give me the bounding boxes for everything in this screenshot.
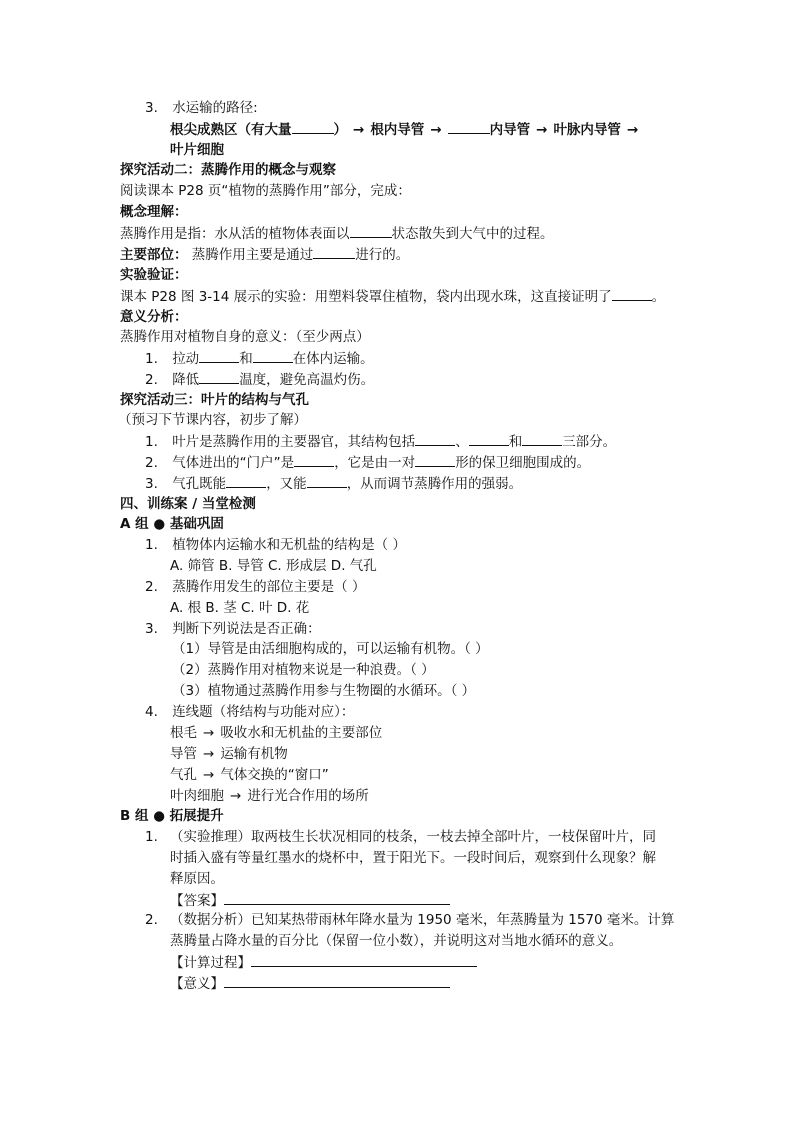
text: 课本 P28 图 3-14 展示的实验：用塑料袋罩住植物，袋内出现水珠，这直接证明了 (120, 289, 612, 305)
group-heading: B 组 ● 拓展提升 (120, 808, 224, 824)
item-number: 1. (145, 434, 158, 450)
options: A. 筛管 B. 导管 C. 形成层 D. 气孔 (170, 558, 377, 574)
text: 蒸腾作用是指：水从活的植物体表面以 (120, 226, 350, 242)
question (145, 535, 406, 555)
match-pair (170, 786, 369, 806)
label: 主要部位： (120, 247, 188, 263)
item-number: 3. (145, 100, 158, 116)
blank (199, 348, 239, 363)
answer-label: 【答案】 (170, 893, 224, 909)
water-path (170, 119, 644, 140)
label: 实验验证： (120, 267, 188, 283)
question-text: 释原因。 (170, 871, 224, 887)
item-number: 2. (145, 455, 158, 471)
paragraph: （预习下节课内容，初步了解） (118, 412, 307, 428)
list-item (145, 473, 522, 494)
text: 形的保卫细胞围成的。 (455, 455, 591, 471)
text: 降低 (172, 372, 200, 388)
answer-field[interactable] (224, 973, 450, 988)
label: 概念理解： (120, 204, 188, 220)
question (145, 827, 158, 847)
question (145, 910, 158, 930)
blank (292, 119, 334, 134)
section-heading: 探究活动三：叶片的结构与气孔 (120, 392, 309, 408)
path-text: 内导管 (489, 122, 531, 138)
answer-field[interactable] (251, 952, 477, 967)
blank (448, 119, 490, 134)
match-pair (170, 744, 288, 764)
item-number: 2. (145, 912, 158, 928)
text: 叶片是蒸腾作用的主要器官，其结构包括 (172, 434, 416, 450)
blank (199, 369, 239, 384)
answer-label: 【意义】 (170, 976, 224, 992)
section-heading: 探究活动二：蒸腾作用的概念与观察 (120, 162, 336, 178)
text: ，从而调节蒸腾作用的强弱。 (346, 476, 523, 492)
blank (253, 348, 293, 363)
function-term: 气体交换的“窗口” (220, 767, 329, 783)
blank (313, 244, 355, 259)
path-text: 根尖成熟区（有大量 (170, 122, 292, 138)
text: 三部分。 (562, 434, 617, 450)
path-text: 叶片细胞 (170, 142, 224, 158)
question-text: 时插入盛有等量红墨水的烧杯中，置于阳光下。一段时间后，观察到什么现象？解 (170, 850, 656, 866)
question-text: 蒸腾作用发生的部位主要是（ ） (172, 579, 366, 595)
question (145, 619, 321, 639)
list-item (145, 98, 258, 118)
list-item (145, 431, 616, 452)
text: 。 (651, 289, 666, 305)
text: ，它是由一对 (334, 455, 416, 471)
question (145, 702, 354, 722)
question-text: （实验推理）取两枝生长状况相同的枝条，一枝去掉全部叶片，一枝保留叶片，同 (170, 829, 656, 845)
arrow-icon: → (230, 788, 242, 804)
blank (294, 452, 334, 467)
text: 、 (455, 434, 469, 450)
blank (415, 452, 455, 467)
statement: （3）植物通过蒸腾作用参与生物圈的水循环。（ ） (172, 683, 476, 699)
question-text: 植物体内运输水和无机盐的结构是（ ） (172, 537, 406, 553)
text: 状态散失到大气中的过程。 (391, 226, 554, 242)
path-text: 叶脉内导管 (553, 122, 621, 138)
paragraph: 阅读课本 P28 页“植物的蒸腾作用”部分，完成： (120, 183, 411, 199)
list-item (145, 369, 374, 390)
statement: （2）蒸腾作用对植物来说是一种浪费。（ ） (172, 662, 435, 678)
item-number: 1. (145, 537, 158, 553)
text: 和 (508, 434, 523, 450)
function-term: 运输有机物 (220, 746, 288, 762)
paragraph (120, 244, 409, 265)
text: 蒸腾作用主要是通过 (191, 247, 314, 263)
item-number: 1. (145, 351, 158, 367)
blank (226, 473, 266, 488)
path-text: ） (333, 122, 347, 138)
item-number: 2. (145, 579, 158, 595)
item-text: 水运输的路径: (172, 100, 258, 116)
answer-line (170, 973, 450, 994)
group-heading: A 组 ● 基础巩固 (120, 516, 224, 532)
structure-term: 叶肉细胞 (170, 788, 224, 804)
item-number: 4. (145, 704, 158, 720)
text: ，又能 (266, 476, 307, 492)
paragraph: 蒸腾作用对植物自身的意义：（至少两点） (120, 329, 370, 345)
question (145, 577, 365, 597)
text: 气孔既能 (172, 476, 227, 492)
blank (350, 223, 392, 238)
list-item (145, 348, 374, 369)
structure-term: 气孔 (170, 767, 197, 783)
blank (522, 431, 562, 446)
structure-term: 根毛 (170, 725, 197, 741)
question-text: （数据分析）已知某热带雨林年降水量为 1950 毫米，年蒸腾量为 1570 毫米。计算 (170, 912, 675, 928)
function-term: 吸收水和无机盐的主要部位 (220, 725, 383, 741)
item-number: 1. (145, 829, 158, 845)
paragraph (120, 223, 554, 244)
text: 拉动 (172, 351, 200, 367)
text: 在体内运输。 (292, 351, 374, 367)
arrow-icon: → (626, 122, 639, 138)
paragraph (120, 286, 665, 307)
blank (415, 431, 455, 446)
blank (307, 473, 347, 488)
text: 和 (239, 351, 253, 367)
question-text: 连线题（将结构与功能对应）： (172, 704, 355, 720)
structure-term: 导管 (170, 746, 197, 762)
match-pair (170, 765, 329, 785)
arrow-icon: → (203, 725, 215, 741)
blank (612, 286, 652, 301)
arrow-icon: → (430, 122, 442, 138)
question-text: 判断下列说法是否正确： (172, 621, 321, 637)
path-text: 根内导管 (370, 122, 425, 138)
options: A. 根 B. 茎 C. 叶 D. 花 (170, 600, 310, 616)
item-number: 2. (145, 372, 158, 388)
answer-line (170, 890, 450, 911)
answer-label: 【计算过程】 (170, 955, 251, 971)
arrow-icon: → (203, 746, 215, 762)
label: 意义分析： (120, 309, 188, 325)
match-pair (170, 723, 382, 743)
answer-field[interactable] (224, 890, 450, 905)
arrow-icon: → (203, 767, 215, 783)
statement: （1）导管是由活细胞构成的，可以运输有机物。（ ） (172, 641, 489, 657)
answer-line (170, 952, 477, 973)
list-item (145, 452, 590, 473)
text: 气体进出的“门户”是 (172, 455, 295, 471)
arrow-icon: → (536, 122, 548, 138)
section-heading: 四、训练案 / 当堂检测 (120, 496, 256, 512)
item-number: 3. (145, 621, 158, 637)
question-text: 蒸腾量占降水量的百分比（保留一位小数），并说明这对当地水循环的意义。 (170, 933, 623, 949)
text: 温度，避免高温灼伤。 (239, 372, 375, 388)
item-number: 3. (145, 476, 158, 492)
text: 进行的。 (355, 247, 410, 263)
blank (469, 431, 509, 446)
arrow-icon: → (353, 122, 365, 138)
function-term: 进行光合作用的场所 (247, 788, 369, 804)
